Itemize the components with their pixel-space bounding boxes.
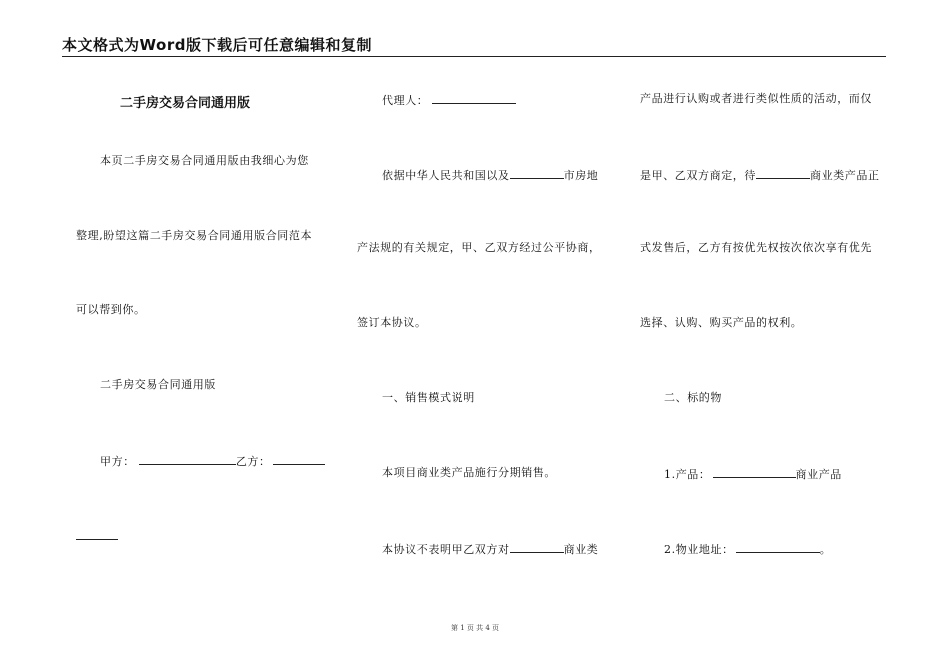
sale-line-2 [382, 541, 598, 557]
header-title: 本文格式为Word版下载后可任意编辑和复制 [62, 36, 372, 54]
basis-line-3: 签订本协议。 [357, 316, 427, 329]
product-blank[interactable] [713, 466, 796, 478]
product-type-blank[interactable] [510, 541, 564, 553]
cont-line-2 [640, 167, 880, 183]
item-2-suffix: 。 [819, 543, 832, 556]
city-blank[interactable] [510, 167, 564, 179]
party-b-blank[interactable] [273, 453, 325, 465]
document-header [62, 34, 886, 57]
cont-line-3: 式发售后，乙方有按优先权按次依次享有优先 [640, 241, 872, 254]
intro-line-2: 整理,盼望这篇二手房交易合同通用版合同范本 [76, 229, 313, 242]
document-title: 二手房交易合同通用版 [120, 96, 251, 111]
sale-line-1: 本项目商业类产品施行分期销售。 [382, 466, 556, 479]
item-1-suffix: 商业产品 [795, 468, 842, 481]
cont-text-2a: 是甲、乙双方商定，待 [640, 169, 756, 182]
party-b-continuation [76, 528, 118, 544]
party-a-blank[interactable] [139, 453, 236, 465]
cont-line-1: 产品进行认购或者进行类似性质的活动，而仅 [640, 92, 872, 105]
item-2-line [664, 541, 831, 557]
section-2-heading: 二、标的物 [664, 391, 722, 404]
basis-text-1a: 依据中华人民共和国以及 [382, 169, 510, 182]
sale-text-2a: 本协议不表明甲乙双方对 [382, 543, 510, 556]
agent-blank[interactable] [432, 92, 516, 104]
party-b-blank-continued[interactable] [76, 528, 118, 540]
item-1-line [664, 466, 842, 482]
agent-label: 代理人： [382, 94, 429, 107]
item-1-label: 1.产品： [664, 468, 711, 481]
parties-line [100, 453, 325, 469]
agent-line [382, 92, 516, 108]
cont-text-2b: 商业类产品正 [810, 169, 880, 182]
address-blank[interactable] [736, 541, 820, 553]
pending-blank[interactable] [756, 167, 810, 179]
intro-line-1: 本页二手房交易合同通用版由我细心为您 [100, 154, 309, 167]
basis-text-1b: 市房地 [563, 169, 599, 182]
section-1-heading: 一、销售模式说明 [382, 391, 475, 404]
basis-line-1 [382, 167, 598, 183]
cont-line-4: 选择、认购、购买产品的权利。 [640, 316, 803, 329]
contract-subtitle: 二手房交易合同通用版 [100, 378, 216, 391]
sale-text-2b: 商业类 [563, 543, 599, 556]
party-a-label: 甲方： [100, 455, 135, 468]
page-footer: 第 1 页 共 4 页 [450, 624, 500, 632]
item-2-label: 2.物业地址： [664, 543, 734, 556]
basis-line-2: 产法规的有关规定，甲、乙双方经过公平协商， [357, 241, 601, 254]
party-b-label: 乙方： [235, 455, 271, 468]
intro-line-3: 可以帮到你。 [76, 303, 146, 316]
